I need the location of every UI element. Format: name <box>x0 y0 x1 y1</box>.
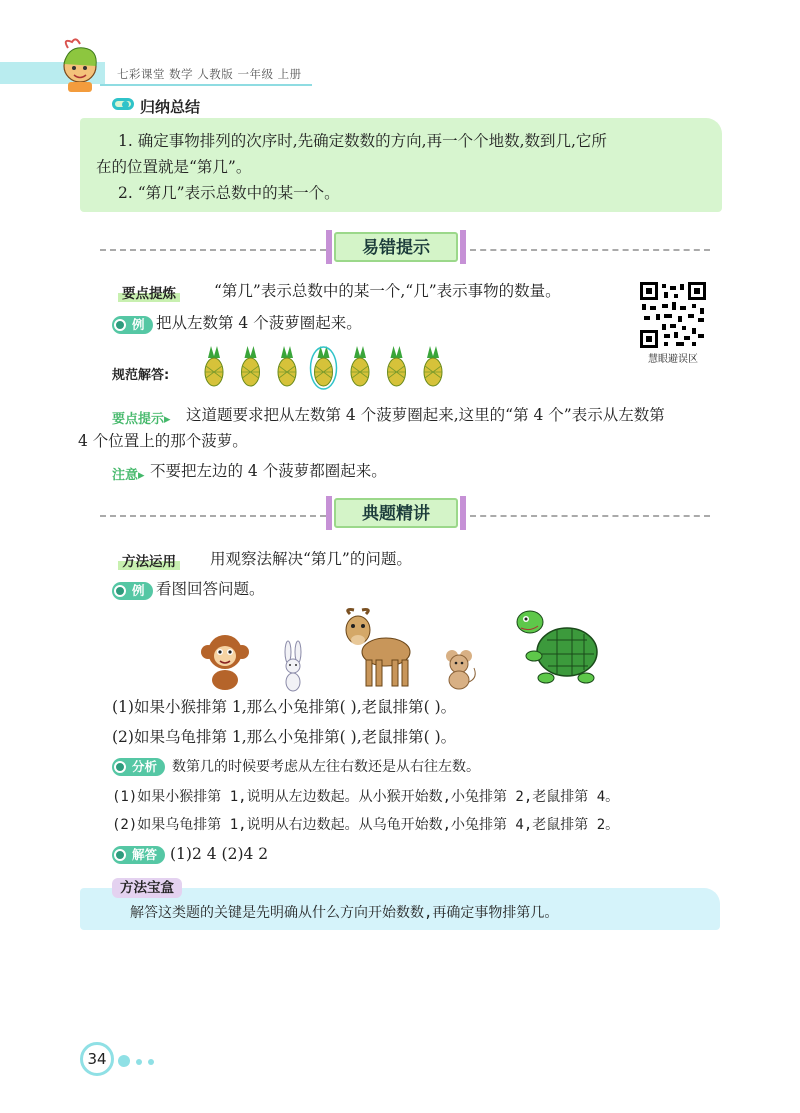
divider-right <box>470 249 710 251</box>
summary-line-1a: 1. 确定事物排列的次序时,先确定数数的方向,再一个个地数,数到几,它所 <box>118 132 607 150</box>
rabbit-illustration <box>278 640 308 692</box>
hint-tag-label: 要点提示 <box>112 412 165 427</box>
summary-line-2: 2. “第几”表示总数中的某一个。 <box>118 184 340 202</box>
banner-edge-left-2 <box>326 496 332 530</box>
example-tag-label: 例 <box>132 317 145 332</box>
method-tag: 方法运用 <box>118 550 180 570</box>
pineapple-5 <box>351 346 369 386</box>
divider-left <box>100 249 326 251</box>
analysis-text: 数第几的时候要考虑从左往右数还是从右往左数。 <box>172 759 480 775</box>
answer-tag-label: 解答 <box>132 847 158 862</box>
page-dot-3 <box>148 1059 154 1065</box>
qr-caption: 慧眼避误区 <box>648 354 698 365</box>
mascot-illustration <box>54 38 104 94</box>
header-line <box>100 84 312 86</box>
pineapple-6 <box>388 346 406 386</box>
question-1: (1)如果小猴排第 1,那么小兔排第( ),老鼠排第( )。 <box>112 698 457 716</box>
analysis-tag-label: 分析 <box>132 759 158 774</box>
key-point-tag: 要点提炼 <box>118 282 180 302</box>
note-tag-label: 注意 <box>112 468 139 483</box>
section-title-examples: 典题精讲 <box>334 498 458 528</box>
mouse-illustration <box>442 648 478 690</box>
summary-line-1b: 在的位置就是“第几”。 <box>96 158 252 176</box>
banner-edge-right <box>460 230 466 264</box>
qr-code-icon <box>640 282 706 348</box>
method-box-tag: 方法宝盒 <box>112 878 182 898</box>
note-text: 不要把左边的 4 个菠萝都圈起来。 <box>150 462 387 480</box>
divider-left-2 <box>100 515 326 517</box>
example-tag-2-dot-icon <box>114 585 126 597</box>
turtle-illustration <box>512 604 602 686</box>
pineapple-4 <box>315 346 333 386</box>
banner-edge-left <box>326 230 332 264</box>
example-tag-2-label: 例 <box>132 583 145 598</box>
question-2: (2)如果乌龟排第 1,那么小兔排第( ),老鼠排第( )。 <box>112 728 457 746</box>
book-title: 七彩课堂 数学 人教版 一年级 上册 <box>117 67 302 81</box>
example-text: 把从左数第 4 个菠萝圈起来。 <box>156 314 362 332</box>
pineapple-3 <box>278 346 296 386</box>
summary-heading: 归纳总结 <box>140 98 201 116</box>
pineapple-2 <box>242 346 260 386</box>
analysis-tag-dot-icon <box>114 761 126 773</box>
hint-tag <box>112 408 171 427</box>
method-box-text: 解答这类题的关键是先明确从什么方向开始数数,再确定事物排第几。 <box>130 905 559 921</box>
answer-tag-dot-icon <box>114 849 126 861</box>
example-tag-dot-icon <box>114 319 126 331</box>
divider-right-2 <box>470 515 710 517</box>
arrow-icon: ▸ <box>164 412 171 427</box>
analysis-2: (2)如果乌龟排第 1,说明从右边数起。从乌龟开始数,小兔排第 4,老鼠排第 2。 <box>112 817 620 833</box>
pineapple-1 <box>205 346 223 386</box>
key-point-text: “第几”表示总数中的某一个,“几”表示事物的数量。 <box>214 282 561 300</box>
pineapple-7 <box>424 346 442 386</box>
method-text: 用观察法解决“第几”的问题。 <box>210 550 412 568</box>
page-dot-2 <box>136 1059 142 1065</box>
hint-text-b: 4 个位置上的那个菠萝。 <box>78 432 248 450</box>
pineapple-row <box>196 344 456 390</box>
note-tag <box>112 464 145 483</box>
section-title-errors: 易错提示 <box>334 232 458 262</box>
monkey-illustration <box>200 630 250 690</box>
goat-illustration <box>336 608 416 690</box>
page-number: 34 <box>80 1042 114 1076</box>
answer-text: (1)2 4 (2)4 2 <box>170 845 269 863</box>
page-dot-1 <box>118 1055 130 1067</box>
summary-tag-dot-icon <box>122 101 129 108</box>
example-text-2: 看图回答问题。 <box>156 580 265 598</box>
hint-text-a: 这道题要求把从左数第 4 个菠萝圈起来,这里的“第 4 个”表示从左数第 <box>186 406 665 424</box>
analysis-1: (1)如果小猴排第 1,说明从左边数起。从小猴开始数,小兔排第 2,老鼠排第 4。 <box>112 789 620 805</box>
arrow-icon: ▸ <box>138 468 145 483</box>
answer-label: 规范解答: <box>112 368 170 383</box>
banner-edge-right-2 <box>460 496 466 530</box>
